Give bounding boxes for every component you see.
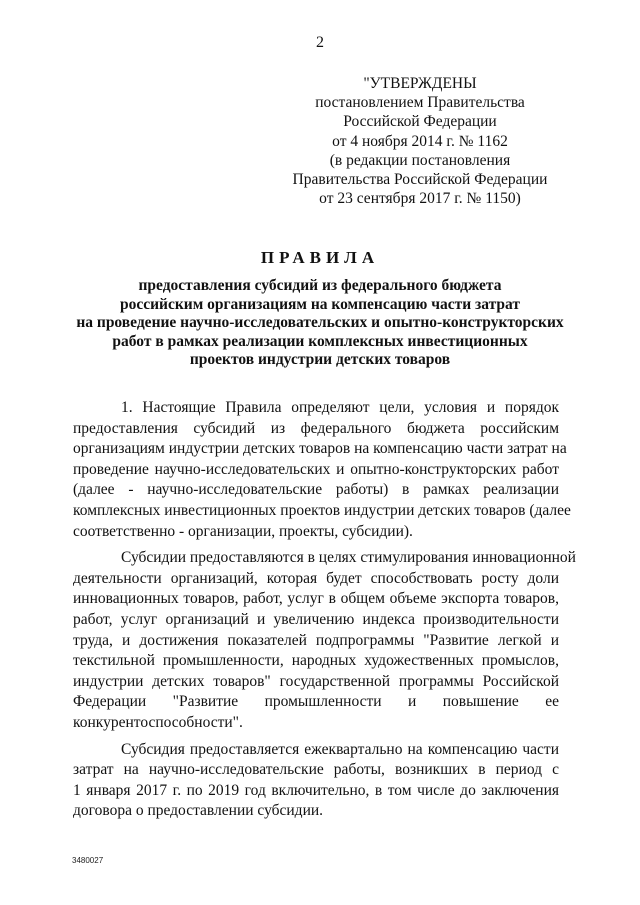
approval-line: постановлением Правительства [315,94,525,112]
text-line: Субсидии предоставляются в целях стимулирования инновационной [121,549,576,567]
approval-line: (в редакции постановления [329,151,511,169]
text-line: проведение научно-исследовательских и опытно-конструкторских работ [73,460,559,478]
subtitle-line: предоставления субсидий из федерального бюджета [138,277,502,294]
approval-block [290,74,550,208]
document-subtitle [60,277,580,370]
text-line: договора о предоставлении субсидии. [73,802,324,820]
text-line: организациям индустрии детских товаров на компенсацию части затрат на [73,440,567,458]
page-number: 2 [316,34,324,51]
paragraph-1 [73,398,571,542]
text-line: текстильной промышленности, народных художественных промыслов, [73,652,559,670]
text-line: 1. Настоящие Правила определяют цели, условия и порядок [121,399,559,416]
text-line: соответственно - организации, проекты, субсидии). [73,522,413,540]
subtitle-line: работ в рамках реализации комплексных инвестиционных [112,332,528,350]
text-line: индустрии детских товаров" государственной программы Российской [73,672,559,690]
text-line: Субсидия предоставляется ежеквартально на компенсацию части [121,740,559,758]
subtitle-line: российским организациям на компенсацию части затрат [119,295,521,313]
text-line: работ, услуг организаций и увеличению индекса производительности [73,610,559,628]
text-line: конкурентоспособности". [73,713,243,731]
document-body [73,398,576,828]
approval-line: Правительства Российской Федерации [292,171,548,189]
subtitle-line: проектов индустрии детских товаров [189,351,451,369]
footer-document-code: 3480027 [72,856,104,865]
approval-line: Российской Федерации [343,113,497,131]
subtitle-line: на проведение научно-исследовательских и опытно-конструкторских [76,314,564,332]
text-line: Федерации "Развитие промышленности и повышение ее [73,693,559,711]
text-line: (далее - научно-исследовательские работы) в рамках реализации [73,481,559,499]
approval-line: "УТВЕРЖДЕНЫ [363,75,477,92]
text-line: деятельности организаций, которая будет способствовать росту доли [73,569,559,587]
approval-line: от 4 ноября 2014 г. № 1162 [332,132,508,150]
approval-line: от 23 сентября 2017 г. № 1150) [319,190,521,208]
text-line: затрат на научно-исследовательские работы, возникших в период с [73,761,559,779]
paragraph-3 [73,740,559,822]
text-line: 1 января 2017 г. по 2019 год включительно, в том числе до заключения [73,781,559,799]
text-line: инновационных товаров, работ, услуг в общем объеме экспорта товаров, [73,590,559,608]
text-line: труда, и достижения показателей подпрограммы "Развитие легкой и [73,631,559,649]
document-title: ПРАВИЛА [260,248,380,267]
text-line: комплексных инвестиционных проектов индустрии детских товаров (далее [73,501,571,519]
text-line: предоставления субсидий из федерального бюджета российским [73,419,559,437]
paragraph-2 [73,548,576,733]
